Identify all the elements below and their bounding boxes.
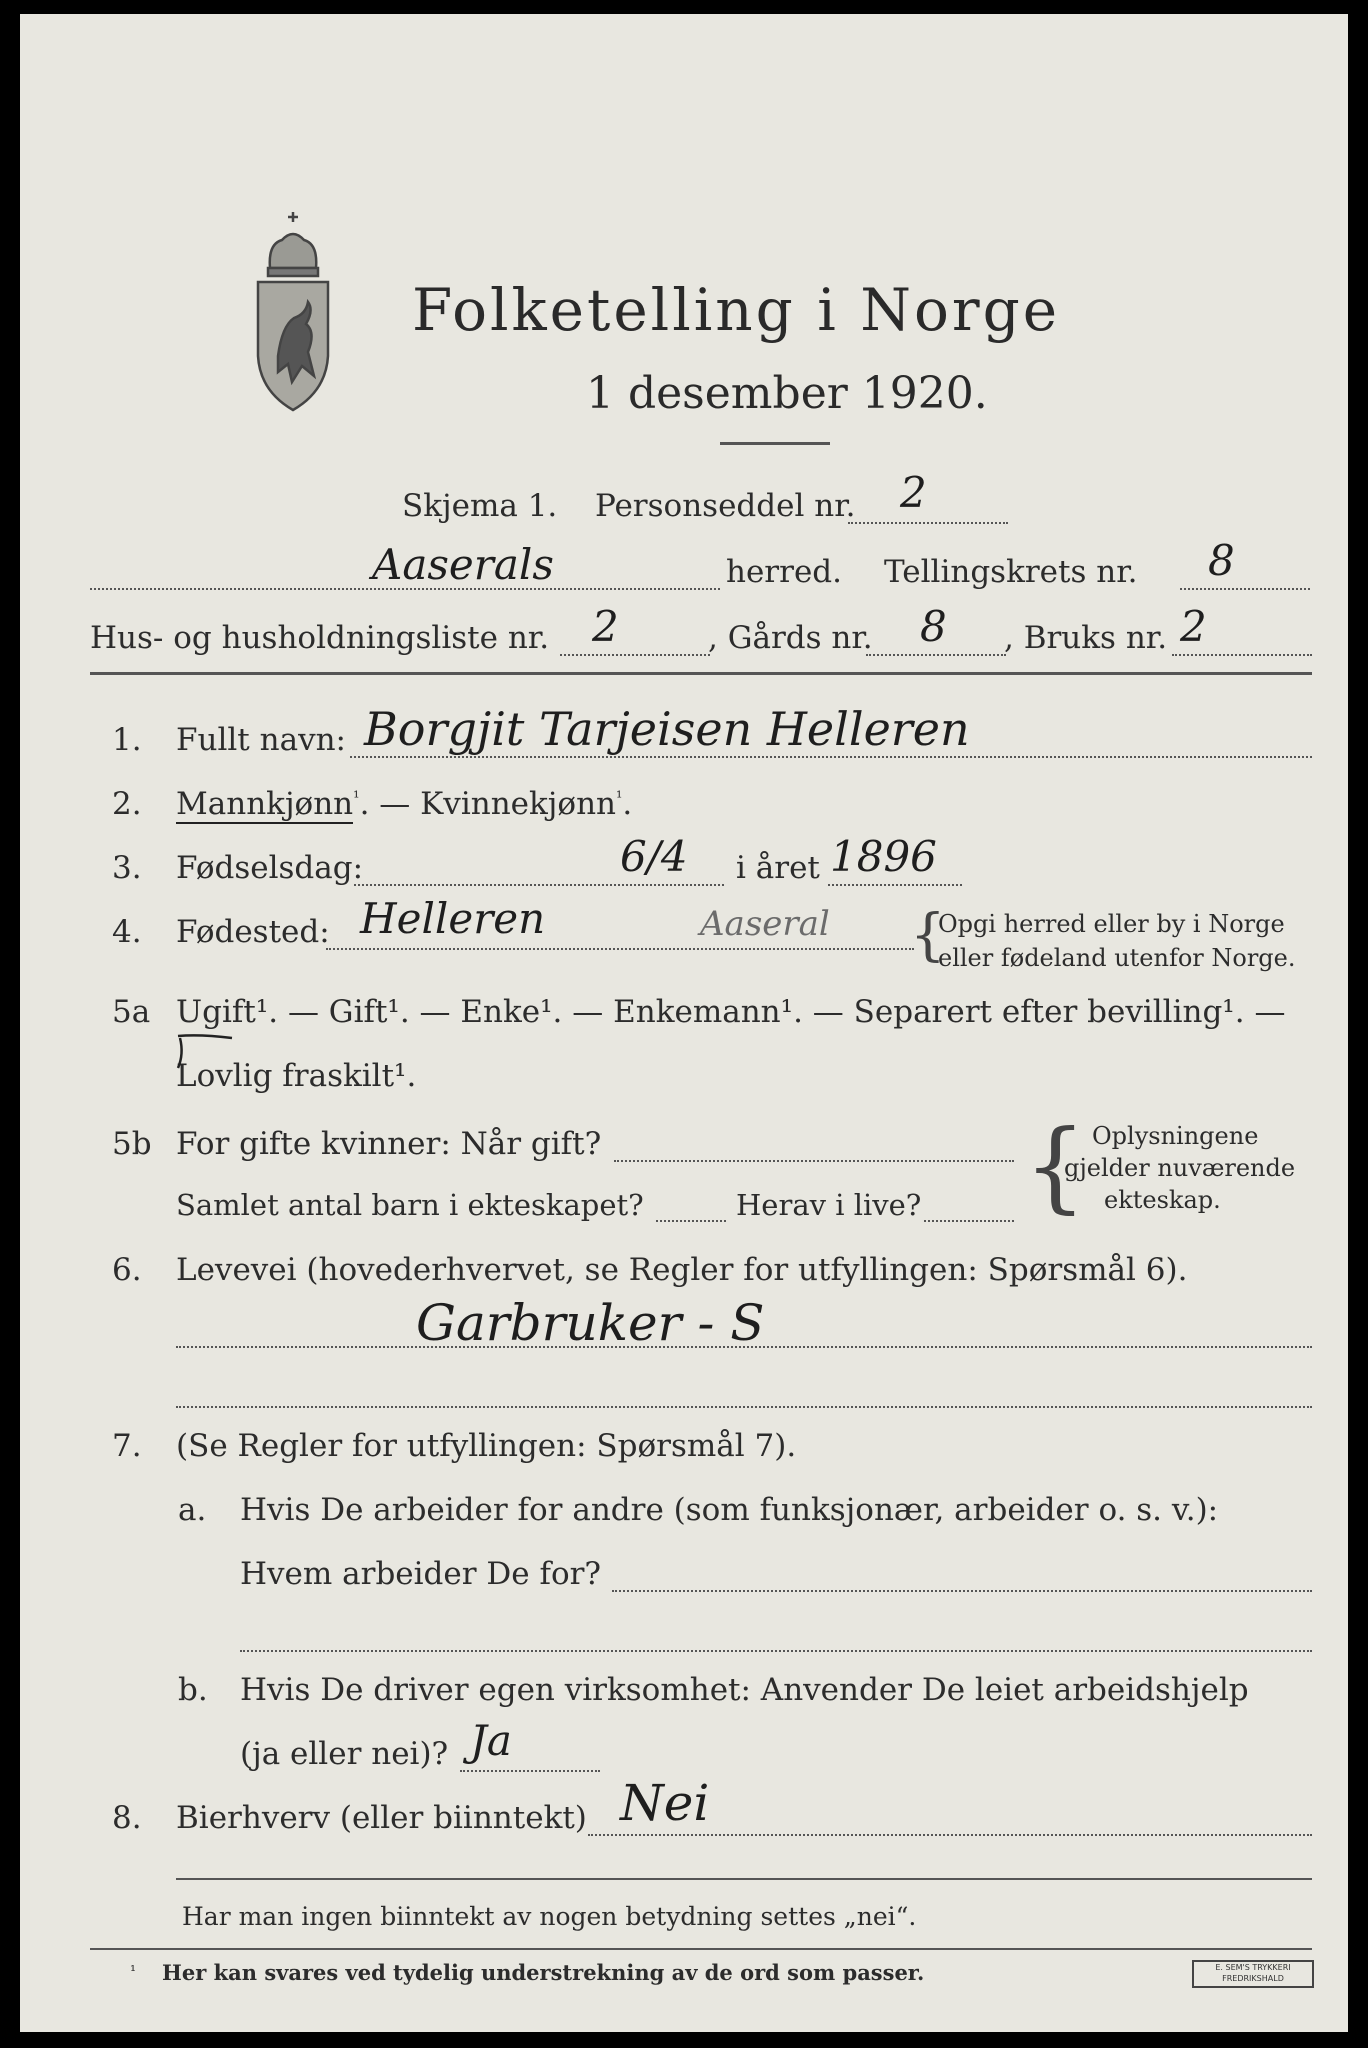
q7b-value: Ja	[470, 1716, 512, 1765]
q6-label: Levevei (hovederhvervet, se Regler for utfyllingen: Spørsmål 6).	[176, 1252, 1188, 1288]
q5b-line1	[614, 1160, 1014, 1162]
q2-male: Mannkjønn	[176, 786, 354, 822]
hus-value: 2	[592, 602, 619, 651]
bruks-label: , Bruks nr.	[1004, 620, 1168, 656]
q5b-brace: {	[1024, 1110, 1087, 1224]
q3-year-label: i året	[736, 850, 820, 886]
footer-divider	[176, 1878, 1312, 1880]
q4-note2: eller fødeland utenfor Norge.	[938, 944, 1296, 972]
q5a-number: 5a	[112, 994, 151, 1030]
q4-brace: {	[910, 903, 946, 968]
q7a-text: Hvis De arbeider for andre (som funksjonær, arbeider o. s. v.):	[240, 1492, 1219, 1528]
q1-label: Fullt navn:	[176, 722, 346, 758]
q5b-note3: ekteskap.	[1104, 1186, 1221, 1214]
q2-male-sup: ¹	[353, 787, 360, 807]
q2-end: .	[622, 786, 633, 822]
q1-value: Borgjit Tarjeisen Helleren	[364, 702, 970, 756]
herred-value: Aaserals	[372, 540, 554, 589]
gards-label: , Gårds nr.	[708, 620, 873, 656]
q5b-note2: gjelder nuværende	[1064, 1154, 1296, 1182]
q2-female-sup: ¹	[616, 787, 623, 807]
q6-number: 6.	[112, 1252, 142, 1288]
q2-line	[176, 786, 632, 822]
q5b-label3: Herav i live?	[736, 1188, 922, 1222]
q6-line1	[176, 1346, 1312, 1348]
q4-value2: Aaseral	[700, 904, 830, 944]
form-date: 1 desember 1920.	[586, 368, 988, 419]
q7-number: 7.	[112, 1428, 142, 1464]
q5b-label1: For gifte kvinner: Når gift?	[176, 1126, 602, 1162]
q7a-question: Hvem arbeider De for?	[240, 1556, 602, 1592]
personseddel-line	[848, 522, 1008, 524]
q7a-letter: a.	[178, 1492, 207, 1528]
q3-line	[354, 884, 724, 886]
q6-value: Garbruker - S	[416, 1294, 765, 1352]
q5a-line1: Ugift¹. — Gift¹. — Enke¹. — Enkemann¹. — Separert efter bevilling¹. —	[176, 994, 1286, 1030]
header-divider	[90, 672, 1312, 675]
footnote-text: Her kan svares ved tydelig understrekning av de ord som passer.	[162, 1960, 925, 1985]
q4-line	[326, 948, 914, 950]
title-divider	[720, 442, 830, 445]
q2-female: Kvinnekjønn	[420, 786, 616, 822]
q5b-number: 5b	[112, 1126, 152, 1162]
gards-value: 8	[920, 602, 947, 651]
q3-value: 6/4	[620, 832, 688, 881]
census-form	[20, 14, 1348, 2032]
q3-year-line	[828, 884, 962, 886]
q7a-line1	[612, 1590, 1312, 1592]
q1-line	[350, 756, 1312, 758]
q2-sep: . —	[359, 786, 421, 822]
hus-label: Hus- og husholdningsliste nr.	[90, 620, 550, 656]
q5b-line2	[656, 1220, 726, 1222]
bruks-line	[1172, 654, 1312, 656]
q8-number: 8.	[112, 1800, 142, 1836]
q4-number: 4.	[112, 914, 142, 950]
q6-line2	[176, 1406, 1312, 1408]
q4-label: Fødested:	[176, 914, 330, 950]
ugift-underline	[170, 1032, 240, 1072]
q7a-line2	[240, 1650, 1312, 1652]
q1-number: 1.	[112, 722, 142, 758]
personseddel-value: 2	[900, 468, 927, 517]
q5b-line3	[924, 1220, 1014, 1222]
q5a-line2: Lovlig fraskilt¹.	[176, 1058, 417, 1094]
personseddel-label: Personseddel nr.	[595, 488, 856, 524]
q7b-line	[460, 1770, 600, 1772]
tellingskrets-value: 8	[1208, 536, 1235, 585]
printer-stamp: E. SEM'S TRYKKERI FREDRIKSHALD	[1192, 1960, 1314, 1988]
q4-note1: Opgi herred eller by i Norge	[938, 910, 1285, 938]
q7-label: (Se Regler for utfyllingen: Spørsmål 7).	[176, 1428, 797, 1464]
q4-value: Helleren	[360, 894, 546, 943]
hus-line	[560, 654, 710, 656]
q3-number: 3.	[112, 850, 142, 886]
q8-value: Nei	[620, 1774, 710, 1832]
q3-label: Fødselsdag:	[176, 850, 364, 886]
q5b-note1: Oplysningene	[1092, 1122, 1259, 1150]
q5b-label2: Samlet antal barn i ekteskapet?	[176, 1188, 644, 1222]
gards-line	[866, 654, 1006, 656]
bruks-value: 2	[1180, 602, 1207, 651]
q8-label: Bierhverv (eller biinntekt)	[176, 1800, 587, 1836]
q3-year-value: 1896	[830, 832, 937, 881]
tellingskrets-label: Tellingskrets nr.	[884, 554, 1138, 590]
coat-of-arms-icon	[248, 206, 338, 414]
q8-line	[588, 1834, 1312, 1836]
schema-label: Skjema 1.	[402, 488, 558, 524]
tellingskrets-line	[1180, 588, 1310, 590]
q2-number: 2.	[112, 786, 142, 822]
herred-label: herred.	[726, 554, 842, 590]
q7b-question: (ja eller nei)?	[240, 1736, 449, 1772]
q7b-text: Hvis De driver egen virksomhet: Anvender De leiet arbeidshjelp	[240, 1672, 1249, 1708]
q7b-letter: b.	[178, 1672, 208, 1708]
footnote-mark: ¹	[130, 1962, 137, 1980]
footnote-divider	[90, 1948, 1312, 1950]
form-title: Folketelling i Norge	[412, 276, 1061, 344]
footer-note: Har man ingen biinntekt av nogen betydning settes „nei“.	[182, 1902, 917, 1931]
